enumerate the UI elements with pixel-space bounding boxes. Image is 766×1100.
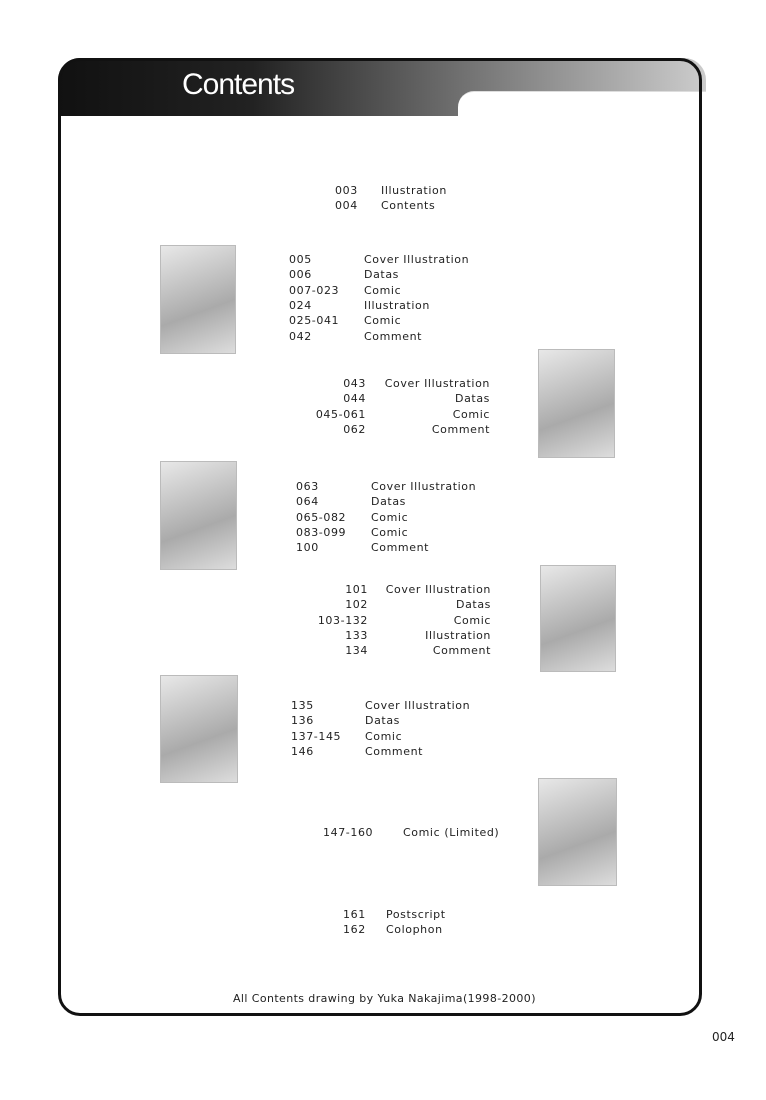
entry-label: Datas: [365, 714, 400, 728]
entry-label: Comment: [365, 744, 424, 758]
entry-page-range: 064: [296, 495, 319, 509]
entry-page-range: 006: [289, 268, 312, 282]
entry-label: Datas: [456, 598, 491, 612]
page-title: Contents: [182, 68, 295, 101]
entry-label: Comment: [431, 422, 490, 436]
entry-label: Illustration: [425, 628, 491, 642]
entry-page-range: 136: [291, 714, 314, 728]
entry-page-range: 134: [345, 644, 368, 658]
entry-label: Contents: [381, 199, 436, 213]
entry-page-range: 003: [335, 184, 358, 197]
entry-label: Illustration: [364, 298, 430, 312]
entry-page-range: 062: [343, 422, 366, 436]
cover-thumbnail-3: [160, 461, 237, 570]
entry-page-range: 083-099: [296, 525, 347, 539]
entry-label: Comic: [452, 407, 490, 421]
entry-page-range: 043: [343, 377, 366, 390]
entry-label: Datas: [371, 495, 406, 509]
entry-label: Comic: [371, 510, 409, 524]
entry-label: Comic (Limited): [403, 826, 500, 839]
entry-label: Postscript: [386, 908, 446, 921]
entry-label: Datas: [364, 268, 399, 282]
entry-page-range: 161: [343, 908, 366, 921]
cover-thumbnail-6: [538, 778, 617, 886]
entry-page-range: 065-082: [296, 510, 347, 524]
entry-label: Comment: [364, 329, 423, 343]
entry-label: Comic: [371, 525, 409, 539]
entry-page-range: 045-061: [315, 407, 366, 421]
entry-label: Comment: [371, 541, 430, 555]
entry-label: Comic: [453, 613, 491, 627]
entry-label: Cover Illustration: [384, 377, 490, 390]
entry-page-range: 007-023: [289, 283, 340, 297]
entry-page-range: 147-160: [323, 826, 374, 839]
entry-page-range: 101: [345, 583, 368, 596]
cover-thumbnail-4: [540, 565, 616, 672]
entry-page-range: 005: [289, 253, 312, 266]
entry-label: Colophon: [386, 923, 443, 937]
entry-label: Cover Illustration: [364, 253, 470, 266]
entry-page-range: 135: [291, 699, 314, 712]
entry-label: Datas: [455, 392, 490, 406]
entry-label: Cover Illustration: [385, 583, 491, 596]
credits-footer: All Contents drawing by Yuka Nakajima(1998-2000): [233, 992, 536, 1005]
cover-thumbnail-5: [160, 675, 238, 783]
entry-page-range: 004: [335, 199, 358, 213]
entry-page-range: 063: [296, 480, 319, 493]
cover-thumbnail-1: [160, 245, 236, 354]
entry-page-range: 044: [343, 392, 366, 406]
entry-page-range: 042: [289, 329, 312, 343]
entry-page-range: 103-132: [317, 613, 368, 627]
entry-page-range: 025-041: [289, 314, 340, 328]
entry-label: Comic: [364, 283, 402, 297]
entry-label: Illustration: [381, 184, 447, 197]
entry-page-range: 146: [291, 744, 314, 758]
entry-page-range: 133: [345, 628, 368, 642]
entry-label: Comic: [365, 729, 403, 743]
cover-thumbnail-2: [538, 349, 615, 458]
entry-page-range: 162: [343, 923, 366, 937]
entry-page-range: 102: [345, 598, 368, 612]
entry-page-range: 100: [296, 541, 319, 555]
entry-label: Comment: [432, 644, 491, 658]
page-number: 004: [712, 1030, 735, 1044]
entry-label: Comic: [364, 314, 402, 328]
entry-label: Cover Illustration: [365, 699, 471, 712]
entry-label: Cover Illustration: [371, 480, 477, 493]
entry-page-range: 024: [289, 298, 312, 312]
entry-page-range: 137-145: [291, 729, 342, 743]
